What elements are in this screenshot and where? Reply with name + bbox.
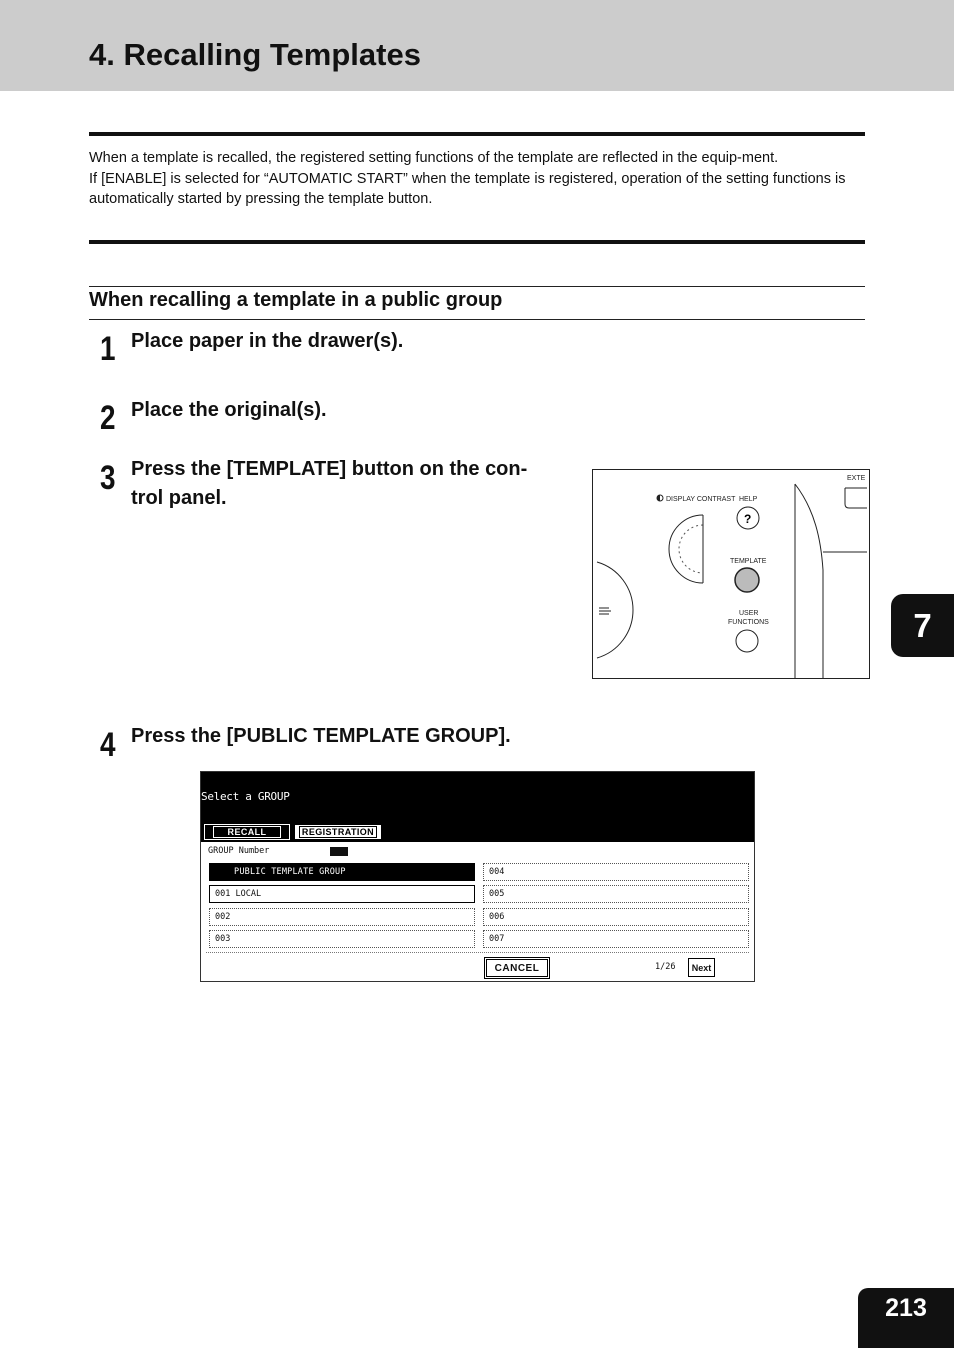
ext-label: EXTE: [847, 475, 866, 482]
step-3-number: 3: [100, 459, 116, 497]
section-heading: When recalling a template in a public group: [89, 289, 503, 311]
template-button[interactable]: [735, 568, 759, 592]
group-button-004[interactable]: [483, 863, 749, 881]
tab-registration[interactable]: [294, 824, 382, 840]
page-indicator: 1/26: [655, 962, 676, 972]
contrast-knob-scale: [679, 525, 703, 573]
control-panel-figure: [592, 469, 870, 679]
section-bottom-rule: [89, 319, 865, 320]
panel-edge-curve: [795, 484, 823, 570]
chapter-tab: 7: [891, 594, 954, 657]
group-button-007-label: 007: [489, 934, 505, 944]
touch-screen: [200, 771, 755, 982]
group-button-001-label: 001 LOCAL: [215, 889, 262, 899]
dial-outline: [597, 562, 633, 658]
ext-button: [845, 488, 867, 508]
step-2-number: 2: [100, 399, 116, 437]
display-contrast-label: DISPLAY CONTRAST: [666, 496, 736, 503]
group-button-007[interactable]: [483, 930, 749, 948]
next-button[interactable]: Next: [688, 958, 715, 977]
group-button-002-label: 002: [215, 912, 231, 922]
group-button-005[interactable]: [483, 885, 749, 903]
section-top-rule: [89, 286, 865, 287]
step-3-text: [131, 455, 527, 513]
group-button-003-label: 003: [215, 934, 231, 944]
screen-header: [201, 772, 754, 842]
tab-recall-label: RECALL: [213, 826, 282, 838]
control-panel-drawing: [593, 470, 869, 678]
page-title: 4. Recalling Templates: [89, 37, 421, 72]
help-label: HELP: [739, 496, 758, 503]
template-label: TEMPLATE: [730, 558, 767, 565]
group-button-006[interactable]: [483, 908, 749, 926]
step-4-text: Press the [PUBLIC TEMPLATE GROUP].: [131, 725, 511, 747]
user-functions-label-1: USER: [739, 610, 759, 617]
step-1-number: 1: [100, 330, 116, 368]
step-3-text-line-1: Press the [TEMPLATE] button on the con-: [131, 458, 528, 480]
user-functions-button[interactable]: [736, 630, 758, 652]
intro-paragraph-2: If [ENABLE] is selected for “AUTOMATIC START” when the template is registered, operation of the setting functions is automatically started by pressing the template button.: [89, 170, 846, 207]
dial-mark-icon: [599, 608, 611, 614]
step-1-text: Place paper in the drawer(s).: [131, 330, 404, 352]
step-2-text: Place the original(s).: [131, 399, 327, 421]
group-number-label: GROUP Number: [208, 846, 270, 856]
page-number: 213: [858, 1288, 954, 1348]
tab-recall[interactable]: [204, 824, 290, 840]
group-button-005-label: 005: [489, 889, 505, 899]
user-functions-label-2: FUNCTIONS: [728, 619, 769, 626]
public-template-group-label: PUBLIC TEMPLATE GROUP: [234, 867, 346, 877]
step-3-text-line-2: trol panel.: [131, 487, 227, 509]
screen-divider: [206, 952, 749, 953]
screen-title: Select a GROUP: [201, 790, 290, 803]
intro-paragraph-1: When a template is recalled, the registered setting functions of the template are reflected in the equip-ment.: [89, 150, 779, 166]
step-4-number: 4: [100, 726, 116, 764]
group-button-003[interactable]: [209, 930, 475, 948]
group-button-004-label: 004: [489, 867, 505, 877]
help-question-icon: ?: [744, 512, 752, 526]
group-button-001[interactable]: [209, 885, 475, 903]
group-number-field[interactable]: [330, 847, 348, 856]
intro-bottom-rule: [89, 240, 865, 244]
group-button-006-label: 006: [489, 912, 505, 922]
public-template-group-button[interactable]: [209, 863, 475, 881]
intro-text: [89, 148, 865, 210]
intro-top-rule: [89, 132, 865, 136]
tab-registration-label: REGISTRATION: [299, 826, 377, 838]
group-button-002[interactable]: [209, 908, 475, 926]
cancel-button[interactable]: CANCEL: [486, 959, 548, 977]
